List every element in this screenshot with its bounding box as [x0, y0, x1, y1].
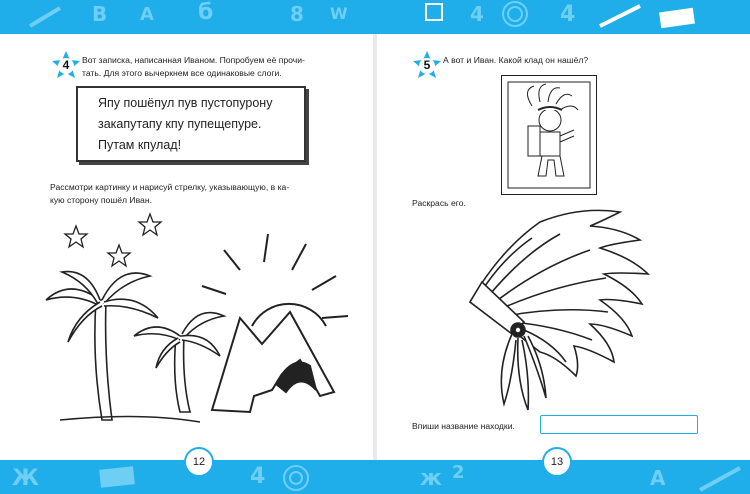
task-5-text: А вот и Иван. Какой клад он нашёл?	[443, 55, 589, 65]
band-letter-decoration: б	[198, 0, 214, 25]
instruction-line-2: кую сторону пошёл Иван.	[50, 195, 152, 205]
band-letter-decoration: 4	[250, 464, 266, 489]
band-letter-decoration: А	[650, 466, 666, 490]
instruction-line-1: Рассмотри картинку и нарисуй стрелку, указывающую, в ка-	[50, 182, 290, 192]
band-letter-decoration: 8	[290, 2, 304, 26]
band-letter-decoration: Ж	[12, 466, 39, 491]
note-line-3: Путам кпулад!	[98, 138, 182, 152]
band-letter-decoration: 4	[560, 2, 576, 27]
band-letter-decoration: 4	[470, 2, 484, 26]
band-letter-decoration: W	[330, 4, 348, 23]
bottom-decorative-band	[0, 460, 750, 494]
task-4-text-line-2: тать. Для этого вычеркнем все одинаковые слоги.	[82, 68, 282, 78]
note-line-1: Япу пошёпул пув пустопурону	[98, 96, 273, 110]
page-number-right: 13	[542, 447, 572, 477]
band-letter-decoration: ж	[420, 466, 442, 491]
band-letter-decoration: 2	[452, 462, 465, 483]
page-number-left: 12	[184, 447, 214, 477]
task-4-text-line-1: Вот записка, написанная Иваном. Попробуем её прочи-	[82, 55, 305, 65]
band-letter-decoration: В	[92, 2, 108, 26]
task-5-number: 5	[423, 58, 431, 72]
note-line-2: закапутапу кпу пупещепуре.	[98, 117, 262, 131]
band-shapes-decoration	[0, 460, 750, 494]
band-letter-decoration: А	[140, 4, 154, 25]
answer-prompt: Впиши название находки.	[412, 421, 515, 431]
color-instruction: Раскрась его.	[412, 198, 466, 208]
task-4-number: 4	[62, 58, 70, 72]
answer-input-box[interactable]	[540, 415, 698, 434]
